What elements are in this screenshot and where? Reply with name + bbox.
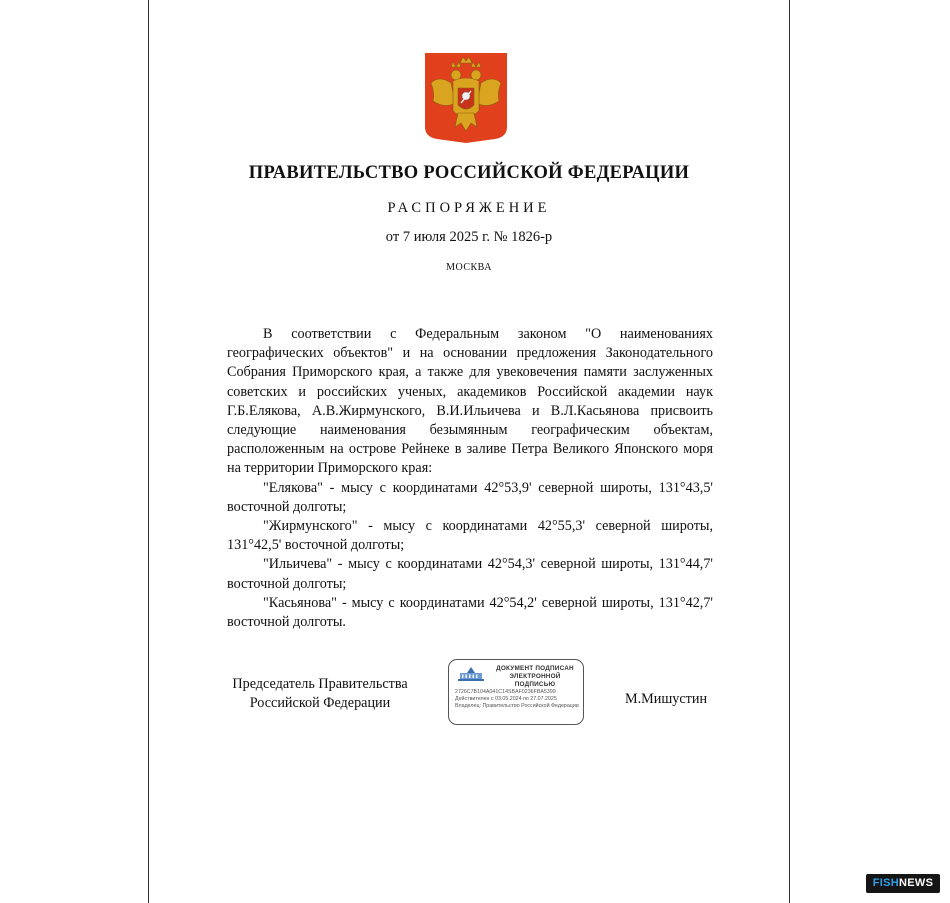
stamp-title-line1: ДОКУМЕНТ ПОДПИСАН [496, 665, 574, 672]
stamp-serial: 2726C7B104A041C14SBAF0236FBA5399 [455, 689, 556, 695]
state-emblem-icon [425, 53, 507, 143]
order-body [227, 325, 713, 632]
document-type: РАСПОРЯЖЕНИЕ [387, 200, 551, 216]
signatory-position-line2: Российской Федерации [249, 695, 391, 711]
fishnews-watermark [866, 874, 940, 893]
government-title: ПРАВИТЕЛЬСТВО РОССИЙСКОЙ ФЕДЕРАЦИИ [248, 163, 690, 183]
intro-paragraph: В соответствии с Федеральным законом "О наименованиях географических объектов" и на основании предложения Законодательного Собрания Приморского края, а также для увековечения памяти заслуженных советских и российских ученых, академиков Российской академии наук Г.Б.Елякова, А.В.Жирмунского, В.И.Ильичева и В.Л.Касьянова присвоить следующие наименования безымянным географическим объектам, расположенным на острове Рейнеке в заливе Петра Великого Японского моря на территории Приморского края: [227, 326, 713, 477]
government-building-icon [457, 667, 485, 682]
watermark-part1: FISH [872, 877, 900, 889]
stamp-validity: Действителен с 03.05.2024 по 27.07.2025 [455, 696, 557, 702]
order-date-number: от 7 июля 2025 г. № 1826-р [385, 229, 553, 245]
stamp-owner: Владелец: Правительство Российской Федерации [455, 703, 579, 709]
watermark-part2: NEWS [899, 877, 934, 889]
signatory-name: М.Мишустин [625, 691, 708, 707]
list-item: "Жирмунского" - мысу с координатами 42°55,3' северной широты, 131°42,5' восточной долготы; [227, 518, 713, 554]
signatory-position-line1: Председатель Правительства [232, 676, 408, 692]
document-page [148, 0, 790, 903]
electronic-signature-stamp [448, 659, 584, 725]
city-name: МОСКВА [446, 262, 492, 273]
stamp-title [489, 665, 581, 689]
list-item: "Елякова" - мысу с координатами 42°53,9' северной широты, 131°43,5' восточной долготы; [227, 479, 713, 515]
list-item: "Касьянова" - мысу с координатами 42°54,2' северной широты, 131°42,7' восточной долготы. [227, 594, 713, 631]
signatory-position [215, 675, 425, 713]
list-item: "Ильичева" - мысу с координатами 42°54,3' северной широты, 131°44,7' восточной долготы; [227, 556, 713, 592]
stamp-title-line2: ЭЛЕКТРОННОЙ ПОДПИСЬЮ [509, 673, 561, 688]
